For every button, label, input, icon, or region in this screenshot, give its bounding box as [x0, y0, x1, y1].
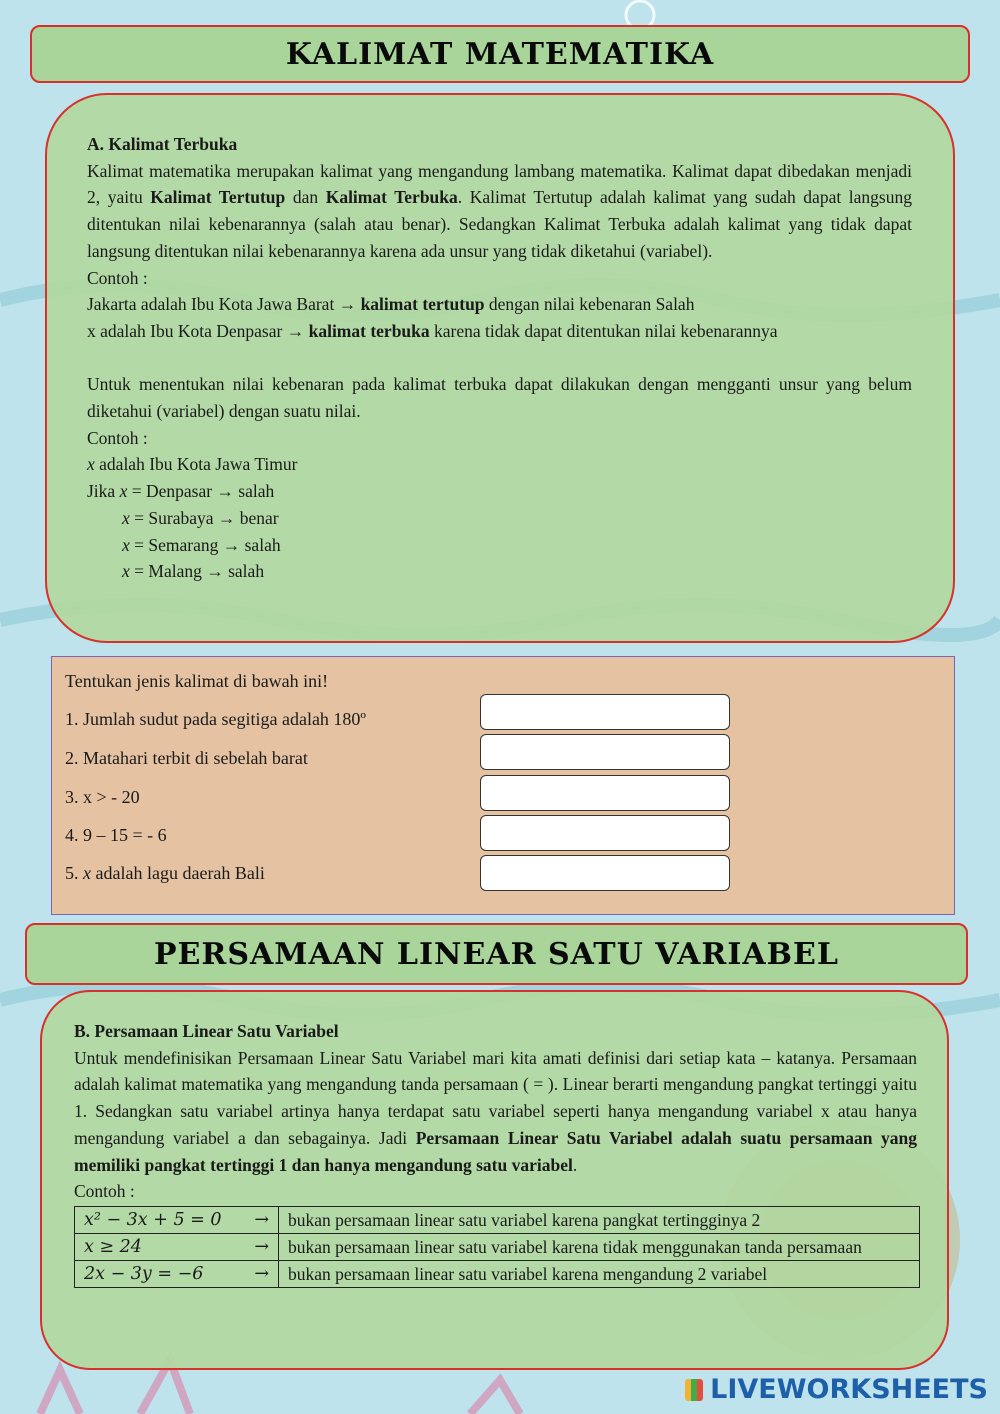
answer-box-5[interactable]	[480, 855, 730, 891]
substitution-1: Jika x = Denpasar → salah	[87, 481, 275, 502]
answer-box-2[interactable]	[480, 734, 730, 770]
term-closed: Kalimat Tertutup	[150, 187, 286, 208]
intro-paragraph: Kalimat matematika merupakan kalimat yang mengandung lambang matematika. Kalimat dapat dibedakan menjadi 2, yaitu Kalimat Tertutup dan Kalimat Terbuka. Kalimat Tertutup adalah kalimat yang sudah dapat langsung ditentukan nilai kebenarannya (salah atau benar). Sedangkan Kalimat Terbuka adalah kalimat yang tidak dapat langsung ditentukan nilai kebenarannya karena ada unsur yang tidak diketahui (variabel).	[87, 160, 912, 261]
substitution-paragraph: Untuk menentukan nilai kebenaran pada kalimat terbuka dapat dilakukan dengan mengganti unsur yang belum diketahui (variabel) dengan suatu nilai.	[87, 374, 912, 422]
example-closed: Jakarta adalah Ibu Kota Jawa Barat → kalimat tertutup dengan nilai kebenaran Salah	[87, 294, 695, 315]
contoh-label-2: Contoh :	[87, 427, 148, 448]
spacer	[87, 345, 912, 372]
quiz-question-1: 1. Jumlah sudut pada segitiga adalah 180º	[65, 709, 367, 729]
statement: x adalah Ibu Kota Jawa Timur	[87, 454, 298, 475]
quiz-panel	[51, 656, 955, 915]
substitution-4: x = Malang → salah	[122, 561, 265, 582]
substitution-2: x = Surabaya → benar	[122, 507, 279, 528]
plsv-paragraph: Untuk mendefinisikan Persamaan Linear Satu Variabel mari kita amati definisi dari setiap kata – katanya. Persamaan adalah kalimat matematika yang mengandung tanda persamaan ( = ). Linear berarti mengandung pangkat tertinggi yaitu 1. Sedangkan satu variabel artinya hanya terdapat satu variabel seperti hanya mengandung variabel x atau hanya mengandung variabel a dan sebagainya. Jadi Persamaan Linear Satu Variabel adalah suatu persamaan yang memiliki pangkat tertinggi 1 dan hanya mengandung satu variabel.	[74, 1047, 918, 1175]
description-cell: bukan persamaan linear satu variabel karena tidak menggunakan tanda persamaan	[279, 1233, 920, 1260]
equation-cell: 2x − 3y = −6 →	[75, 1260, 279, 1287]
equation-cell: x ≥ 24 →	[75, 1233, 279, 1260]
table-row	[75, 1233, 920, 1260]
quiz-question-3: 3. x > - 20	[65, 787, 140, 807]
plsv-definition: Persamaan Linear Satu Variabel adalah suatu persamaan yang memiliki pangkat tertinggi 1 dan hanya mengandung satu variabel	[74, 1127, 918, 1175]
banner-title: PERSAMAAN LINEAR SATU VARIABEL	[153, 936, 839, 972]
kalimat-terbuka-card	[45, 93, 955, 643]
answer-box-4[interactable]	[480, 815, 730, 851]
arrow-icon: →	[254, 1263, 269, 1284]
liveworksheets-logo	[685, 1374, 988, 1405]
answer-box-3[interactable]	[480, 775, 730, 811]
description-cell: bukan persamaan linear satu variabel karena pangkat tertingginya 2	[279, 1206, 920, 1233]
substitution-3: x = Semarang → salah	[122, 534, 281, 555]
example-open: x adalah Ibu Kota Denpasar → kalimat terbuka karena tidak dapat ditentukan nilai kebenarannya	[87, 320, 778, 341]
table-row	[75, 1260, 920, 1287]
contoh-label: Contoh :	[87, 267, 148, 288]
section-heading: A. Kalimat Terbuka	[87, 134, 238, 154]
term-open: Kalimat Terbuka	[325, 187, 458, 208]
plsv-banner	[25, 923, 968, 985]
contoh-label: Contoh :	[74, 1181, 135, 1202]
answer-box-1[interactable]	[480, 694, 730, 730]
arrow-icon: →	[254, 1209, 269, 1230]
quiz-question-5: 5. x adalah lagu daerah Bali	[65, 863, 265, 883]
brand-name: LIVEWORKSHEETS	[710, 1374, 988, 1405]
kalimat-matematika-banner	[30, 25, 970, 83]
equation-cell: x² − 3x + 5 = 0 →	[75, 1206, 279, 1233]
description-cell: bukan persamaan linear satu variabel karena mengandung 2 variabel	[279, 1260, 920, 1287]
quiz-question-2: 2. Matahari terbit di sebelah barat	[65, 748, 308, 768]
table-row	[75, 1206, 920, 1233]
section-heading: B. Persamaan Linear Satu Variabel	[74, 1021, 339, 1041]
quiz-title: Tentukan jenis kalimat di bawah ini!	[65, 671, 329, 691]
examples-table	[74, 1206, 920, 1288]
quiz-question-4: 4. 9 – 15 = - 6	[65, 825, 167, 845]
arrow-icon: →	[254, 1236, 269, 1257]
liveworksheets-icon	[685, 1379, 703, 1401]
plsv-card	[40, 990, 949, 1370]
banner-title: KALIMAT MATEMATIKA	[285, 36, 715, 72]
